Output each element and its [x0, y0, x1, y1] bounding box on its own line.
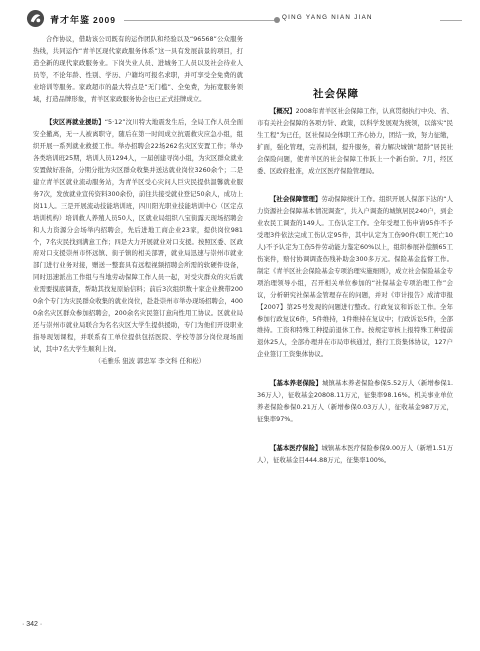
- section-tag-overview: 【概况】: [270, 107, 296, 115]
- right-paragraph-management-text: 劳动保障统计工作。组织开展人保部下达的“人力资源社会保障基本情况调查”，共入户调查的城镇居民240户，到企业农民工调查的149人。工伤认定工作。全年受理工伤申请95件不予受理3件依法完成工伤认定95件，其中认定为工伤90件(职工死亡10人)不予认定为工伤5件劳动能力鉴定60%以上，组织参展补偿额65工伤案件，赔付协调调查伤残补助金300多万元。保险基金监督工作。制定《青羊区社会保险基金专项治理实施细则》，成立社会保险基金专项治理领导小组，召开相关单位参加的“社保基金专项治理工作”会议，分析研究社保基金管理存在的问题，并对《审计报告》成清审报【2007】第25号发现的问题进行整改。行政复议和诉讼工作。全年参加行政复议6件，5件维持，1件维持在复议中；行政诉讼5件，全部维持。工资和特殊工种提前退休工作。按规定审核上报特殊工种提前退休25人，全部办理并在市局审核通过，推行工资集体协议，127户企业签订工资集体协议。: [257, 195, 454, 359]
- right-paragraph-pension-text: 城镇基本养老保险参保5.52万人（新增参保1.36万人），征收基金20808.11万元，征集率98.16%。机关事业单位养老保险参保0.21万人（新增参保0.03万人），征收基金987万元，征集率97%。: [257, 379, 454, 423]
- right-paragraph-overview: [257, 106, 453, 177]
- right-paragraph-medical: [257, 443, 453, 467]
- section-tag-medical: 【基本医疗保险】: [270, 443, 322, 452]
- page-number: · 342 ·: [22, 621, 43, 628]
- header-rule-dot: [274, 17, 280, 23]
- right-column: [257, 70, 453, 467]
- section-title-social-security: 社会保障: [313, 88, 359, 100]
- right-paragraph-management: [257, 194, 453, 361]
- right-paragraph-overview-text: 2008年青羊区社会保障工作，认真贯彻执行中央、省、市有关社会保障的各项方针、政策，以科学发展观为统领，以落实“民生工程”为已任，区社保局全体职工齐心协力，团结一致，努力征缴，扩面，强化管理，完善机制，提升服务，着力解决城镇“超龄”居民社会保险问题，使青羊区的社会保障工作跃上一个新台阶。7月，经区委、区政府批准，成立区医疗保险管理局。: [257, 107, 454, 175]
- left-paragraph-2-text: “5·12”汶川特大地震发生后，全局工作人员全面安全撤离，无一人被离职守，随后在第一时间成立抗震救灾应急小组，组织开展一系列就业救援工作。举办招聘会22场262名灾区安置工作；举办各类培训班25期，培训人员1294人，一届创建寻岗小组，为灾区群众就业安置做好准备，分期分批为灾区群众收集并送达就业岗位3260余个；二是建立青羊区就业流动服务站，为青羊区受心灾问人巨灾民提供温馨就业服务7次，发放就业宣传资料300余份，前往共接受就业登记50余人，成功上岗11人。三是开展流动技能培训班，四川阳光职业技能培训中心（区定点培训机构）培训救人养殖人员50人，区就业局组织八宝街露天现场招聘会和人力资源分会场举内招聘会，先后进地工商企业23家，提供岗位981个，7名灾民找到满意工作；四是大力开展就业对口支援。按照区委、区政府对口支援崇州市怀远镇、街子镇的相关部署，就业局迅速与崇州市就业部门进行业务对接，赠送一整套具有远程视频招聘会所需的软硬件设备，同时迅速派出工作组与当地劳动保障工作人员一起，对受灾群众的灾后就业需要摸底调查，帮助其找复原始信料；前后3次组织数十家企业携带2000余个专门为灾民群众收集的就业岗位，赴赴崇州市举办现场招聘会，4000余名灾区群众参加招聘会，200余名灾民签订意向性用工协议。区就业局还与崇州市就业局联合为名名灾区大学生提供援助，专门为他们开设职业指导现划课程，并联系有工单位提供包括医院、学校等部分岗位现场面试，其中7名大学生顺利上岗。: [33, 118, 243, 353]
- section-tag-management: 【社会保障管理】: [270, 195, 322, 204]
- left-paragraph-1: 合作协议，借助该公司既有的运作团队和经验以及“96568”公众服务热线，共同运作“青羊区现代家政服务体系”这一具有发展前景的项目，打造全新的现代家政服务业。下岗失业人员、进城务工人员以及社会待业人员等，不论年龄、性别、学历、户籍均可报名求职，并可享受全免费的就业培训等服务。家政超市的最大特点是“无门槛”、全免费，为拓宽服务领域，打造品牌形象，青羊区家政服务协会也已正式挂牌成立。: [33, 35, 243, 103]
- left-column: [33, 34, 243, 367]
- header-rule-right: [440, 20, 462, 21]
- section-tag-pension: 【基本养老保险】: [270, 379, 323, 388]
- header-running-title: QING YANG NIAN JIAN: [282, 14, 373, 21]
- header-brand-name: 青才年鉴: [50, 16, 91, 26]
- right-paragraph-medical-text: 城镇基本医疗保险参保9.00万人（新增1.51万人），征收基金目444.88万元，征集率100%。: [257, 443, 453, 464]
- page-header: [0, 4, 480, 30]
- section-tag-disaster-reemployment: 【灾区再就业援助】: [46, 118, 105, 127]
- left-paragraph-2: [33, 117, 243, 355]
- header-rule-left: [124, 20, 276, 21]
- header-year: 2009: [93, 15, 116, 25]
- author-credits: （毛雅乐 狙波 郭忠军 李文科 任和松）: [94, 356, 205, 365]
- right-paragraph-pension: [257, 378, 453, 426]
- yearbook-logo-icon: [26, 9, 45, 28]
- header-brand: [50, 13, 116, 26]
